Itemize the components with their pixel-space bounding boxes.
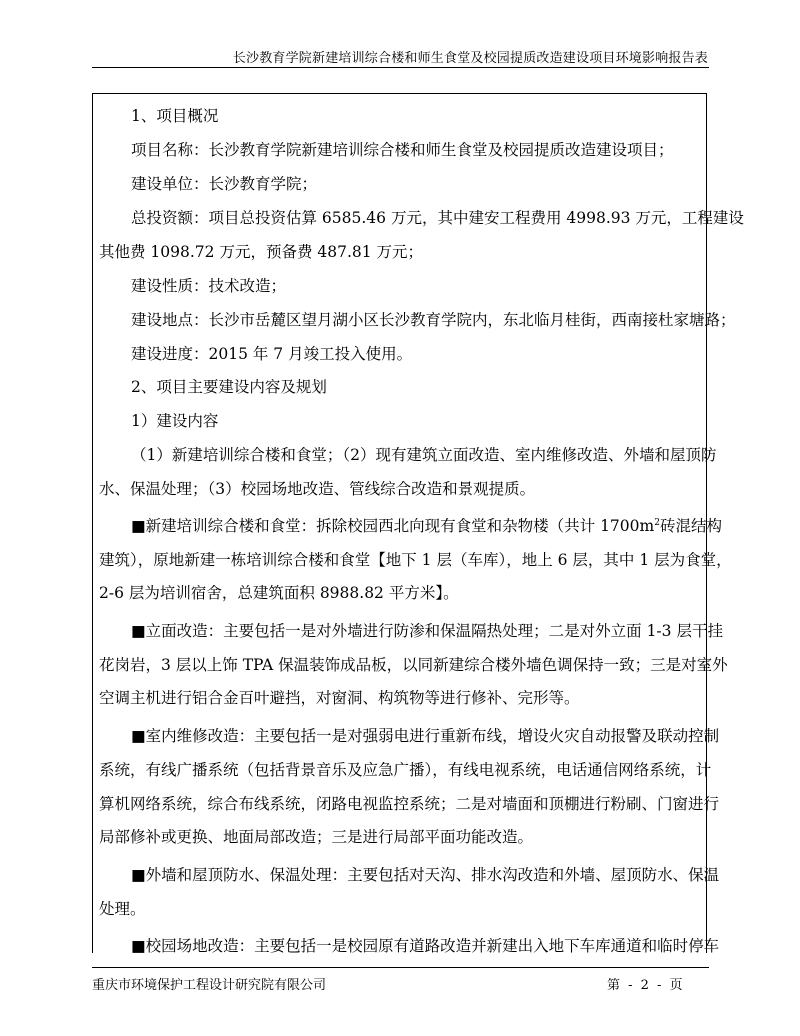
content-table-cell [92,93,744,955]
interior-line-3: 算机网络系统，综合布线系统，闭路电视监控系统；二是对墙面和顶棚进行粉刷、门窗进行 [99,795,720,813]
scope-line-2: 水、保温处理；（3）校园场地改造、管线综合改造和景观提质。 [99,480,536,498]
campus-line-1: ■校园场地改造：主要包括一是校园原有道路改造并新建出入地下车库通道和临时停车 [131,937,720,955]
subsection-heading-construction-content: 1）建设内容 [131,412,219,430]
construction-location: 建设地点：长沙市岳麓区望月湖小区长沙教育学院内，东北临月桂街，西南接杜家塘路； [131,311,736,329]
new-building-line-1 [93,510,722,543]
investment-line-1: 总投资额：项目总投资估算 6585.46 万元，其中建安工程费用 4998.93 万元，工程建设 [131,209,744,227]
footer-rule [92,967,709,968]
new-building-line-2: 建筑），原地新建一栋培训综合楼和食堂【地下 1 层（车库），地上 6 层，其中 1 层为食堂， [99,551,732,569]
new-building-line-1-tail: 砖混结构 [659,517,722,535]
new-building-line-1-text: ■新建培训综合楼和食堂：拆除校园西北向现有食堂和杂物楼（共计 1700m [131,517,655,535]
project-name: 项目名称：长沙教育学院新建培训综合楼和师生食堂及校园提质改造建设项目； [131,141,674,159]
roof-line-1: ■外墙和屋顶防水、保温处理：主要包括对天沟、排水沟改造和外墙、屋顶防水、保温 [131,866,720,884]
facade-line-3: 空调主机进行铝合金百叶避挡，对窗洞、构筑物等进行修补、完形等。 [99,689,580,707]
roof-line-2: 处理。 [99,900,146,918]
facade-line-1: ■立面改造：主要包括一是对外墙进行防渗和保温隔热处理；二是对外立面 1-3 层干挂 [131,622,723,640]
interior-line-4: 局部修补或更换、地面局部改造；三是进行局部平面功能改造。 [99,828,534,846]
header-rule [92,67,709,68]
construction-nature: 建设性质：技术改造； [131,277,287,295]
footer-company: 重庆市环境保护工程设计研究院有限公司 [92,978,327,993]
new-building-line-3: 2-6 层为培训宿舍，总建筑面积 8988.82 平方米】。 [99,584,459,602]
report-header-title: 长沙教育学院新建培训综合楼和师生食堂及校园提质改造建设项目环境影响报告表 [232,51,708,66]
section-heading-construction-plan: 2、项目主要建设内容及规划 [131,378,327,396]
construction-schedule: 建设进度：2015 年 7 月竣工投入使用。 [131,345,413,363]
footer-page-number [607,974,685,993]
investment-line-2: 其他费 1098.72 万元，预备费 487.81 万元； [99,243,424,261]
facade-line-2: 花岗岩，3 层以上饰 TPA 保温装饰成品板，以同新建综合楼外墙色调保持一致；三是对室外 [99,656,728,674]
interior-line-2: 系统，有线广播系统（包括背景音乐及应急广播），有线电视系统，电话通信网络系统，计 [99,761,712,779]
construction-unit: 建设单位：长沙教育学院； [131,175,318,193]
page-number-label: 第 - 2 - 页 [607,978,685,993]
area-unit-superscript: 2 [654,518,660,528]
scope-line-1: （1）新建培训综合楼和食堂；（2）现有建筑立面改造、室内维修改造、外墙和屋顶防 [131,446,717,464]
section-heading-project-overview: 1、项目概况 [131,107,219,125]
interior-line-1: ■室内维修改造：主要包括一是对强弱电进行重新布线，增设火灾自动报警及联动控制 [131,727,720,745]
